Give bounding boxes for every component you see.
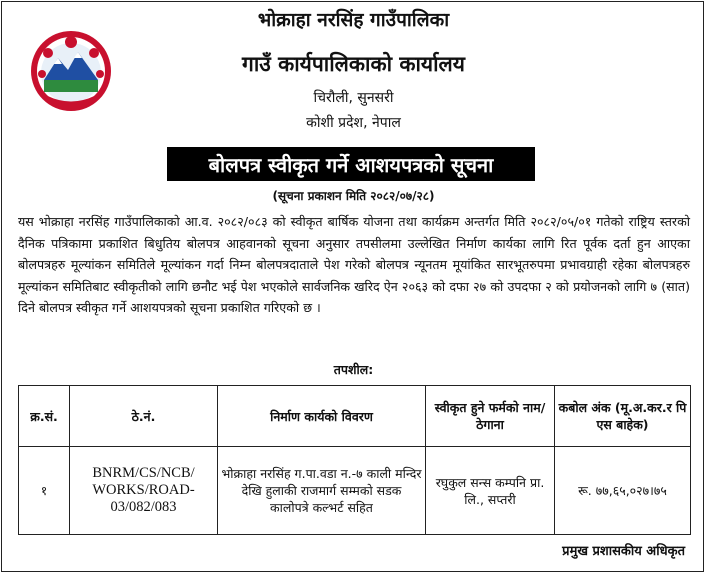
notice-body: यस भोक्राहा नरसिंह गाउँपालिकाको आ.व. २०८२/०८३ को स्वीकृत बार्षिक योजना तथा कार्यक्रम अन्तर्गत मिति २०८२/०५/०१ गतेको राष्ट्रिय स्तरको दैनिक पत्रिकामा प्रकाशित बिधुतिय बोलपत्र आहवानको सूचना अनुसार तपसीलमा उल्लेखित निर्माण कार्यका लागि रित पूर्वक दर्ता हुन आएका बोलपत्रहरु मूल्यांकन समितिले मूल्यांकन गर्दा निम्न बोलपत्रदाताले पेश गरेको बोलपत्र न्यूनतम मूयांकित सारभूतरुपमा प्रभावग्राही रहेका बोलपत्रहरु मूल्यांकन समितिबाट स्वीकृतीको लागि छनौट भई पेश भएकोले सार्वजनिक खरिद ऐन २०६३ को दफा २७ को उपदफा २ को प्रयोजनको लागि ७ (सात) दिने बोलपत्र स्वीकृत गर्ने आशयपत्रको सूचना प्रकाशित गरिएको छ । [18,214,690,315]
header-bid-amount: कबोल अंक (मू.अ.कर.र पि एस बाहेक) [555,386,691,447]
cell-sn: १ [19,447,70,535]
municipality-name: भोक्राहा नरसिंह गाउँपालिका [257,9,450,31]
header-sn: क्र.सं. [19,386,70,447]
publication-date: (सूचना प्रकाशन मिति २०८२/०७/२८) [272,189,435,203]
cell-bid-amount: रू. ७७,६५,०२७।७५ [555,447,691,535]
office-province: कोशी प्रदेश, नेपाल [306,115,401,131]
header-firm: स्वीकृत हुने फर्मको नाम/ठेगाना [426,386,555,447]
cell-work-desc: भोक्राहा नरसिंह ग.पा.वडा न.-७ काली मन्दिर देखि हुलाकी राजमार्ग सम्मको सडक कालोपत्रे कल्भर्ट सहित [218,447,426,535]
cell-contract-no: BNRM/CS/NCB/ WORKS/ROAD- 03/082/083 [70,447,218,535]
award-table [18,385,691,535]
table-row [19,447,691,535]
cell-firm: रघुकुल सन्स कम्पनि प्रा. लि., सप्तरी [426,447,555,535]
header-contract-no: ठे.नं. [70,386,218,447]
table-header-row [19,386,691,447]
signatory-title: प्रमुख प्रशासकीय अधिकृत [562,544,685,559]
header-work-desc: निर्माण कार्यको विवरण [218,386,426,447]
details-label: तपशील: [333,362,374,377]
office-name: गाउँ कार्यपालिकाको कार्यालय [242,52,465,76]
notice-title: बोलपत्र स्वीकृत गर्ने आशयपत्रको सूचना [167,147,535,181]
office-location: चिरौली, सुनसरी [313,90,394,106]
